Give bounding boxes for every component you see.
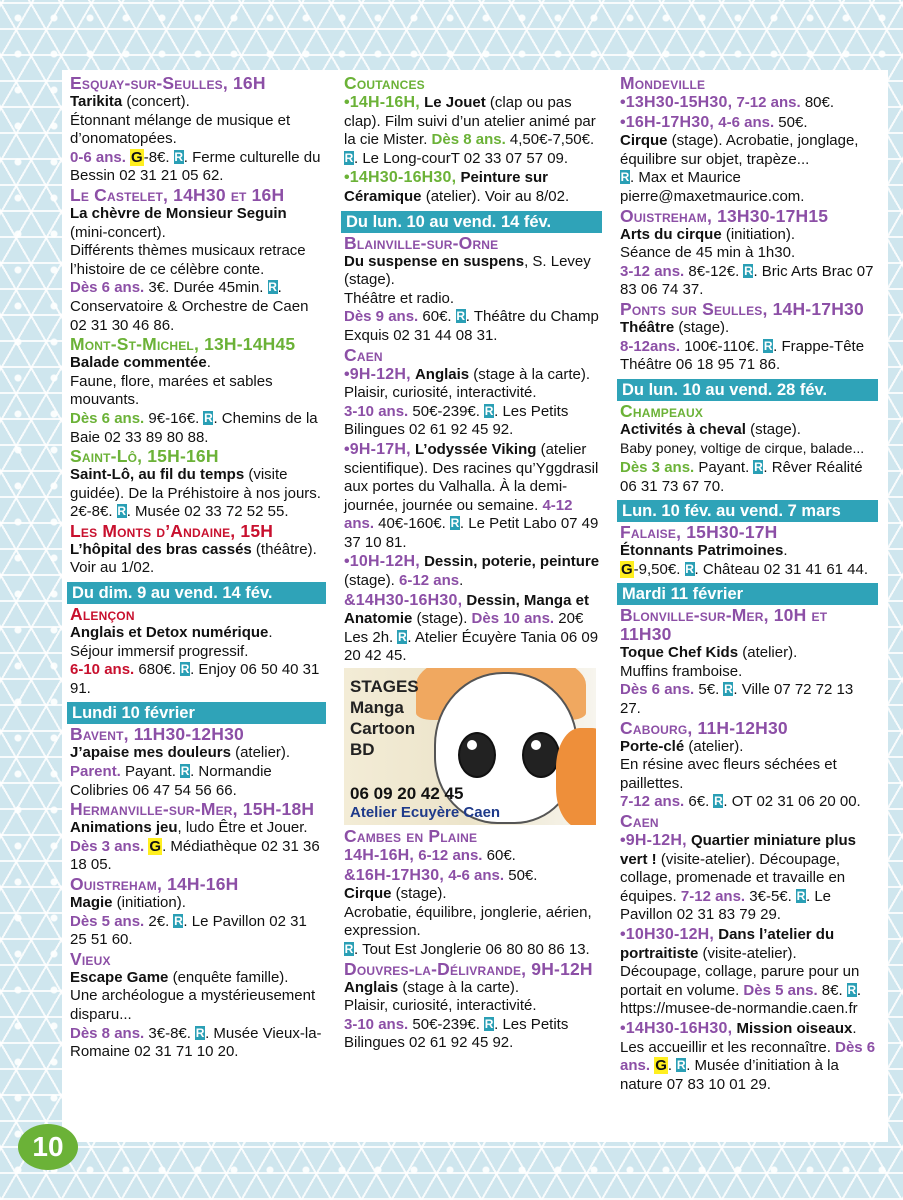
reservation-icon: R xyxy=(344,942,354,956)
city-heading: Esquay-sur-Seulles, 16H xyxy=(70,73,266,93)
reservation-icon: R xyxy=(676,1058,686,1073)
reservation-icon: R xyxy=(744,263,753,278)
city-heading: Cabourg, 11H-12H30 xyxy=(620,717,788,738)
city-heading: Douvres-la-Délivrande, 9H-12H xyxy=(344,958,593,979)
reservation-icon: R xyxy=(620,170,630,185)
reservation-icon: R xyxy=(174,913,183,928)
event-text: J’apaise mes douleurs (atelier). Parent. Payant. R. Normandie Colibries 06 47 54 56 66. xyxy=(70,744,291,799)
city-heading: Mont-St-Michel, 13H-14H45 xyxy=(70,334,296,355)
reservation-icon: R xyxy=(180,662,190,677)
reservation-icon: R xyxy=(714,794,723,809)
event-text: Anglais (stage à la carte). Plaisir, curiosité, interactivité. 3-10 ans. 50€-239€. R. Les Petits Bilingues 02 61 92 45 92. xyxy=(344,978,569,1052)
event-text: •9H-12H, Anglais (stage à la carte). Plaisir, curiosité, interactivité. 3-10 ans. 50€-239€. R. Les Petits Bilingues 02 61 92 45 92. xyxy=(344,365,591,439)
reservation-icon: R xyxy=(484,1016,494,1031)
city-heading: Ouistreham, 14H-16H xyxy=(70,874,239,894)
reservation-icon: R xyxy=(685,561,694,576)
event-text: La chèvre de Monsieur Seguin (mini-concert). Différents thèmes musicaux retrace l’histoire de ce célèbre conte. Dès 6 ans. 3€. Durée 45min. R. Conservatoire & Orchestre de Caen 02 31 30 46 86. xyxy=(70,204,309,334)
city-heading: Ouistreham, 13H30-17H15 xyxy=(620,205,829,226)
free-badge: G xyxy=(655,1057,667,1075)
city-heading: Bavent, 11H30-12H30 xyxy=(70,724,244,745)
manga-stage-ad xyxy=(344,668,596,825)
event-text: Arts du cirque (initiation). Séance de 45 min à 1h30. 3-12 ans. 8€-12€. R. Bric Arts Brac 07 83 06 74 37. xyxy=(620,225,874,299)
reservation-icon: R xyxy=(484,403,494,418)
event-text: Anglais et Detox numérique. Séjour immersif progressif. 6-10 ans. 680€. R. Enjoy 06 50 40 31 91. xyxy=(70,624,320,697)
city-heading: Ponts sur Seulles, 14H-17H30 xyxy=(620,298,864,319)
city-heading: Alençon xyxy=(70,604,135,625)
event-text: Magie (initiation). Dès 5 ans. 2€. R. Le Pavillon 02 31 25 51 60. xyxy=(70,894,307,949)
free-badge: G xyxy=(149,837,162,855)
reservation-icon: R xyxy=(398,629,407,644)
reservation-icon: R xyxy=(117,504,127,519)
city-heading: Coutances xyxy=(344,73,425,93)
event-text: •10H30-12H, Dans l’atelier du portraitiste (visite-atelier). Découpage, collage, parure pour un portait en volume. Dès 5 ans. 8€. R. https://musee-de-normandie.caen.fr xyxy=(620,926,861,1018)
event-text: Escape Game (enquête famille). Une archéologue a mystérieusement disparu... Dès 8 ans. 3€-8€. R. Musée Vieux-la-Romaine 02 31 71 10 20. xyxy=(70,968,322,1061)
event-text: Animations jeu, ludo Être et Jouer. Dès 3 ans. G. Médiathèque 02 31 36 18 05. xyxy=(70,819,320,874)
event-text: Activités à cheval (stage). Baby poney, voltige de cirque, balade... Dès 3 ans. Payant. R. Rêver Réalité 06 31 73 67 70. xyxy=(620,420,865,495)
column-1 xyxy=(70,74,326,1062)
reservation-icon: R xyxy=(450,516,460,531)
page-number-badge: 10 xyxy=(18,1124,78,1170)
event-text: •14H30-16H30, Mission oiseaux. Les accueillir et les reconnaître. Dès 6 ans. G. R. Musée d’initiation à la nature 07 83 10 01 29. xyxy=(620,1019,876,1093)
city-heading: Blainville-sur-Orne xyxy=(344,232,499,253)
city-heading: Vieux xyxy=(70,948,111,969)
reservation-icon: R xyxy=(724,682,733,697)
reservation-icon: R xyxy=(754,459,763,474)
date-header: Du lun. 10 au vend. 28 fév. xyxy=(617,379,878,401)
column-2 xyxy=(344,74,602,1053)
reservation-icon: R xyxy=(174,149,184,164)
reservation-icon: R xyxy=(344,150,354,165)
ad-headline: STAGES Manga Cartoon BD xyxy=(350,677,419,760)
date-header: Lundi 10 février xyxy=(67,702,326,724)
city-heading: Caen xyxy=(620,811,659,832)
manga-eye-right xyxy=(522,732,560,778)
event-text: Saint-Lô, au fil du temps (visite guidée). De la Préhistoire à nos jours. 2€-8€. R. Musée 02 33 72 52 55. xyxy=(70,466,321,521)
ad-atelier: Atelier Ecuyère Caen xyxy=(350,804,501,822)
city-heading: Les Monts d’Andaine, 15H xyxy=(70,520,274,541)
reservation-icon: R xyxy=(456,309,466,324)
city-heading: Falaise, 15H30-17H xyxy=(620,522,778,543)
event-text: Porte-clé (atelier). En résine avec fleurs séchées et paillettes. 7-12 ans. 6€. R. OT 02 31 06 20 00. xyxy=(620,737,861,811)
event-text: •9H-12H, Quartier miniature plus vert ! (visite-atelier). Découpage, collage, promenade et travaille en équipes. 7-12 ans. 3€-5€. R. Le Pavillon 02 31 83 79 29. xyxy=(620,832,856,924)
city-heading: Saint-Lô, 15H-16H xyxy=(70,446,219,467)
city-heading: Champeaux xyxy=(620,400,704,421)
free-badge: G xyxy=(131,148,143,166)
ad-phone: 06 09 20 42 45 xyxy=(350,784,464,804)
free-badge: G xyxy=(621,560,633,578)
event-text: Étonnants Patrimoines. G-9,50€. R. Château 02 31 41 61 44. xyxy=(620,542,869,578)
museum-url[interactable]: https://musee-de-normandie.caen.fr xyxy=(620,1000,858,1018)
event-text: •14H-16H, Le Jouet (clap ou pas clap). Film suivi d’un atelier animé par la cie Mister. Dès 8 ans. 4,50€-7,50€. R. Le Long-courT 02 33 07 57 09. xyxy=(344,94,596,167)
event-text: •13H30-15H30, 7-12 ans. 80€. •16H-17H30, 4-6 ans. 50€. Cirque (stage). Acrobatie, jonglage, équilibre sur objet, trapèze... R. Max et Maurice pierre@maxetmaurice.com. xyxy=(620,94,859,205)
event-text: Du suspense en suspens, S. Levey (stage). Théâtre et radio. Dès 9 ans. 60€. R. Théâtre du Champ Exquis 02 31 44 08 31. xyxy=(344,252,599,344)
column-3 xyxy=(620,74,878,1094)
reservation-icon: R xyxy=(796,888,806,903)
reservation-icon: R xyxy=(195,1025,205,1040)
event-text: •9H-17H, L’odyssée Viking (atelier scientifique). Des racines qu’Yggdrasil aux portes du Valhalla. À la demi-journée, journée ou semaine. 4-12 ans. 40€-160€. R. Le Petit Labo 07 49 37 10 81. xyxy=(344,440,599,551)
date-header: Lun. 10 fév. au vend. 7 mars xyxy=(617,500,878,522)
event-text: •14H30-16H30, Peinture sur Céramique (atelier). Voir au 8/02. xyxy=(344,169,570,205)
date-header: Du dim. 9 au vend. 14 fév. xyxy=(67,582,326,604)
reservation-icon: R xyxy=(763,338,773,353)
manga-eye-left xyxy=(458,732,496,778)
event-text: Théâtre (stage). 8-12ans. 100€-110€. R. Frappe-Tête Théâtre 06 18 95 71 86. xyxy=(620,318,865,374)
reservation-icon: R xyxy=(847,982,857,997)
city-heading: Hermanville-sur-Mer, 15H-18H xyxy=(70,799,315,820)
date-header: Mardi 11 février xyxy=(617,583,878,605)
event-text: L’hôpital des bras cassés (théâtre). Voir au 1/02. xyxy=(70,540,317,577)
manga-hair-side xyxy=(556,728,596,825)
event-text: Tarikita (concert). Étonnant mélange de musique et d’onomatopées. 0-6 ans. G-8€. R. Ferme culturelle du Bessin 02 31 21 05 62. xyxy=(70,93,321,185)
reservation-icon: R xyxy=(204,410,213,425)
city-heading: Le Castelet, 14H30 et 16H xyxy=(70,184,285,205)
city-heading: Caen xyxy=(344,344,383,365)
city-heading: Blonville-sur-Mer, 10H et 11H30 xyxy=(620,605,828,645)
city-heading: Mondeville xyxy=(620,73,706,93)
event-text: Balade commentée. Faune, flore, marées et sables mouvants. Dès 6 ans. 9€-16€. R. Chemins de la Baie 02 33 89 80 88. xyxy=(70,354,318,446)
reservation-icon: R xyxy=(180,764,190,779)
date-header: Du lun. 10 au vend. 14 fév. xyxy=(341,211,602,233)
event-text: •10H-12H, Dessin, poterie, peinture (stage). 6-12 ans. &14H30-16H30, Dessin, Manga et Anatomie (stage). Dès 10 ans. 20€ Les 2h. R. Atelier Écuyère Tania 06 09 20 42 45. xyxy=(344,553,600,665)
event-text: 14H-16H, 6-12 ans. 60€. &16H-17H30, 4-6 ans. 50€. Cirque (stage). Acrobatie, équilibre, jonglerie, aérien, expression. R. Tout Est Jonglerie 06 80 80 86 13. xyxy=(344,847,592,958)
city-heading: Cambes en Plaine xyxy=(344,826,478,847)
event-text: Toque Chef Kids (atelier). Muffins framboise. Dès 6 ans. 5€. R. Ville 07 72 72 13 27. xyxy=(620,644,854,718)
page-sheet xyxy=(62,70,888,1142)
reservation-icon: R xyxy=(268,280,277,295)
